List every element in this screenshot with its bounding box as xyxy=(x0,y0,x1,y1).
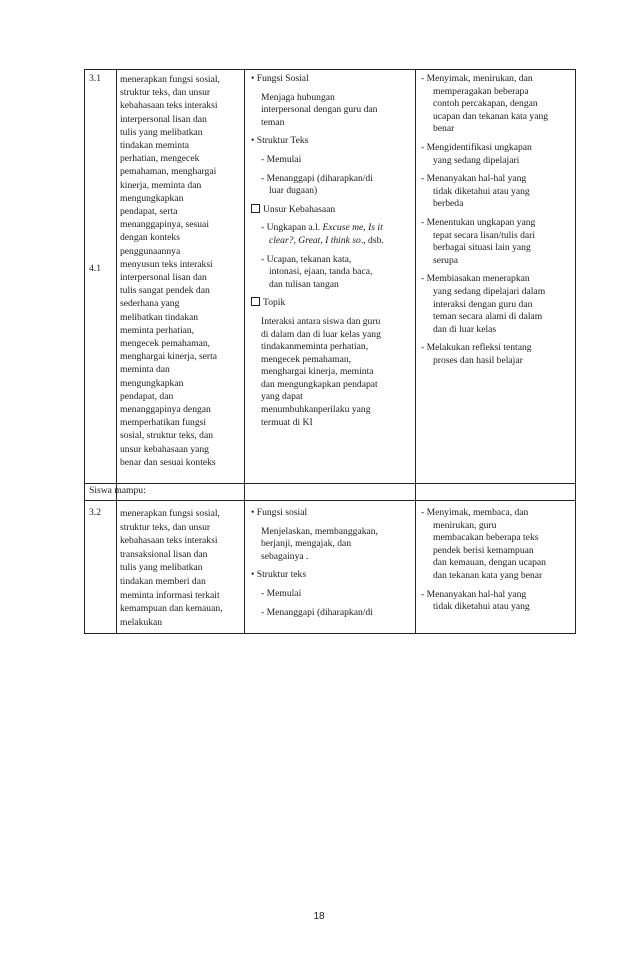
kegiatan-line: teman secara alami di dalam xyxy=(433,311,543,323)
struktur-teks-heading: • Struktur teks xyxy=(251,569,307,581)
kegiatan-line: dan kemauan, dengan ucapan xyxy=(433,557,546,569)
kegiatan-line: pendek berisi kemampuan xyxy=(433,544,534,556)
materi-line: tindakanmeminta perhatian, xyxy=(261,341,369,353)
kd-line: unsur kebahasaan yang xyxy=(120,443,209,455)
kegiatan-line: interaksi dengan guru dan xyxy=(433,298,533,310)
kd-line: struktur teks, dan unsur xyxy=(120,87,211,99)
kd-line: meminta informasi terkait xyxy=(120,589,220,601)
kegiatan-row2 xyxy=(421,507,575,614)
kegiatan-line: serupa xyxy=(433,254,459,266)
kd-line: pendapat, serta xyxy=(120,206,178,218)
kd-line: mengecek pemahaman, xyxy=(120,338,211,350)
materi-line: di dalam dan di luar kelas yang xyxy=(261,328,381,340)
heading-text: Topik xyxy=(263,297,286,309)
kd-line: melibatkan tindakan xyxy=(120,311,199,323)
kd-line: menghargai kinerja, serta xyxy=(120,351,218,363)
kegiatan-line: - Menyimak, membaca, dan xyxy=(421,507,529,518)
kd-line: tulis yang melibatkan xyxy=(120,562,203,574)
kd-text-row1 xyxy=(120,73,244,469)
kegiatan-line: berbeda xyxy=(433,198,464,210)
materi-row2 xyxy=(251,507,413,619)
materi-line: - Memulai xyxy=(261,153,302,165)
materi-line: interpersonal dengan guru dan xyxy=(261,104,378,116)
materi-line: dan tulisan tangan xyxy=(269,278,339,290)
kd-line: tulis sangat pendek dan xyxy=(120,285,210,297)
kegiatan-line: tidak diketahui atau yang xyxy=(433,185,530,197)
kegiatan-line: - Menentukan ungkapan yang xyxy=(421,216,536,228)
siswa-mampu-label: Siswa mampu: xyxy=(89,485,146,496)
kd-line: menyusun teks interaksi xyxy=(120,258,213,270)
kegiatan-line: yang sedang dipelajari xyxy=(433,154,520,166)
materi-row1 xyxy=(251,73,413,429)
kd-line: menanggapinya, sesuai xyxy=(120,219,209,231)
kegiatan-line: dan di luar kelas xyxy=(433,323,497,335)
kd-line: kebahasaan teks interaksi xyxy=(120,100,218,112)
kd-line: tindakan meminta xyxy=(120,140,190,152)
syllabus-table xyxy=(84,69,576,634)
materi-line: luar dugaan) xyxy=(269,185,318,197)
kd-line: menanggapinya dengan xyxy=(120,404,211,416)
kegiatan-line: benar xyxy=(433,123,455,135)
kd-number-3-1: 3.1 xyxy=(89,73,101,84)
kd-line: meminta perhatian, xyxy=(120,324,195,336)
text: - Ungkapan a.l. xyxy=(261,222,323,234)
checkbox-icon xyxy=(251,297,260,306)
materi-line: sebagainya . xyxy=(261,550,309,562)
kegiatan-line: yang sedang dipelajari dalam xyxy=(433,285,546,297)
kegiatan-line: - Mengidentifikasi ungkapan xyxy=(421,141,532,153)
materi-line: - Memulai xyxy=(261,587,302,599)
kd-number-4-1: 4.1 xyxy=(89,263,101,274)
kd-line: pemahaman, menghargai xyxy=(120,166,217,178)
kd-line: perhatian, mengecek xyxy=(120,153,200,165)
materi-line: - Menanggapi (diharapkan/di xyxy=(261,606,373,618)
kegiatan-line: ucapan dan tekanan kata yang xyxy=(433,110,549,122)
kd-line: kebahasaan teks interaksi xyxy=(120,535,218,547)
materi-line: berjanji, mengajak, dan xyxy=(261,538,352,550)
kd-line: kemampuan dan kemauan, xyxy=(120,603,223,615)
page-number: 18 xyxy=(313,911,325,922)
checkbox-icon xyxy=(251,204,260,213)
kd-line: sosial, struktur teks, dan xyxy=(120,430,213,442)
unsur-kebahasaan-heading xyxy=(251,204,413,217)
kegiatan-line: contoh percakapan, dengan xyxy=(433,98,538,110)
column-divider xyxy=(116,70,117,633)
text: ., dsb. xyxy=(360,234,384,246)
materi-line xyxy=(251,222,413,235)
kegiatan-line: memperagakan beberapa xyxy=(433,85,529,97)
kegiatan-line: - Membiasakan menerapkan xyxy=(421,273,530,285)
materi-line: dan mengungkapkan pendapat xyxy=(261,378,378,390)
materi-line: Menjaga hubungan xyxy=(261,91,335,103)
materi-line: teman xyxy=(261,116,285,128)
kd-number-3-2: 3.2 xyxy=(89,507,101,518)
kd-line: tulis yang melibatkan xyxy=(120,126,203,138)
kd-line: benar dan sesuai konteks xyxy=(120,456,216,468)
kd-line: pendapat, dan xyxy=(120,390,174,402)
kd-line: mengungkapkan xyxy=(120,192,184,204)
materi-line: - Menanggapi (diharapkan/di xyxy=(261,172,373,184)
materi-line: mengecek pemahaman, xyxy=(261,353,352,365)
kd-line: menerapkan fungsi sosial, xyxy=(120,74,220,85)
kd-line: meminta dan xyxy=(120,364,170,376)
fungsi-sosial-heading: • Fungsi sosial xyxy=(251,507,308,518)
kegiatan-row1 xyxy=(421,73,575,367)
kegiatan-line: - Menanyakan hal-hal yang xyxy=(421,173,527,185)
italic-text: clear?, Great, I think so xyxy=(269,234,361,246)
column-divider xyxy=(244,70,245,633)
kd-line: memperhatikan fungsi xyxy=(120,417,207,429)
column-divider xyxy=(415,70,416,633)
kd-line: sederhana yang xyxy=(120,298,180,310)
materi-line: - Ucapan, tekanan kata, xyxy=(261,253,352,265)
row-divider xyxy=(85,483,575,484)
materi-line: intonasi, ejaan, tanda baca, xyxy=(269,266,373,278)
kegiatan-line: tepat secara lisan/tulis dari xyxy=(433,229,536,241)
kd-line: kinerja, meminta dan xyxy=(120,179,202,191)
materi-line: termuat di KI xyxy=(261,416,313,428)
row-divider xyxy=(85,500,575,501)
kegiatan-line: tidak diketahui atau yang xyxy=(433,601,530,613)
kegiatan-line: - Menanyakan hal-hal yang xyxy=(421,588,527,600)
kegiatan-line: membacakan beberapa teks xyxy=(433,532,539,544)
kd-line: melakukan xyxy=(120,616,163,628)
kegiatan-line: berbagai situasi lain yang xyxy=(433,242,531,254)
heading-text: Unsur Kebahasaan xyxy=(263,203,336,215)
kd-line: penggunaannya xyxy=(120,245,181,257)
kd-line: interpersonal lisan dan xyxy=(120,272,207,284)
kd-line: menerapkan fungsi sosial, xyxy=(120,508,220,519)
kegiatan-line: - Menyimak, menirukan, dan xyxy=(421,73,533,84)
materi-line: yang dapat xyxy=(261,391,303,403)
kd-line: tindakan memberi dan xyxy=(120,575,206,587)
italic-text: Excuse me, Is it xyxy=(322,222,383,234)
fungsi-sosial-heading: • Fungsi Sosial xyxy=(251,73,309,84)
kegiatan-line: menirukan, guru xyxy=(433,519,497,531)
topik-heading xyxy=(251,297,413,310)
materi-line: Menjelaskan, membanggakan, xyxy=(261,525,378,537)
kd-line: interpersonal lisan dan xyxy=(120,113,207,125)
kegiatan-line: - Melakukan refleksi tentang xyxy=(421,342,532,354)
kd-line: transaksional lisan dan xyxy=(120,548,208,560)
kd-line: dengan konteks xyxy=(120,232,180,244)
materi-line xyxy=(251,235,413,248)
materi-line: Interaksi antara siswa dan guru xyxy=(261,315,381,327)
kd-text-row2 xyxy=(120,507,244,629)
kegiatan-line: dan tekanan kata yang benar xyxy=(433,569,543,581)
kd-line: mengungkapkan xyxy=(120,377,184,389)
materi-line: menumbuhkanperilaku yang xyxy=(261,404,371,416)
materi-line: menghargai kinerja, meminta xyxy=(261,366,374,378)
kegiatan-line: proses dan hasil belajar xyxy=(433,354,523,366)
kd-line: struktur teks, dan unsur xyxy=(120,521,211,533)
struktur-teks-heading: • Struktur Teks xyxy=(251,135,309,147)
